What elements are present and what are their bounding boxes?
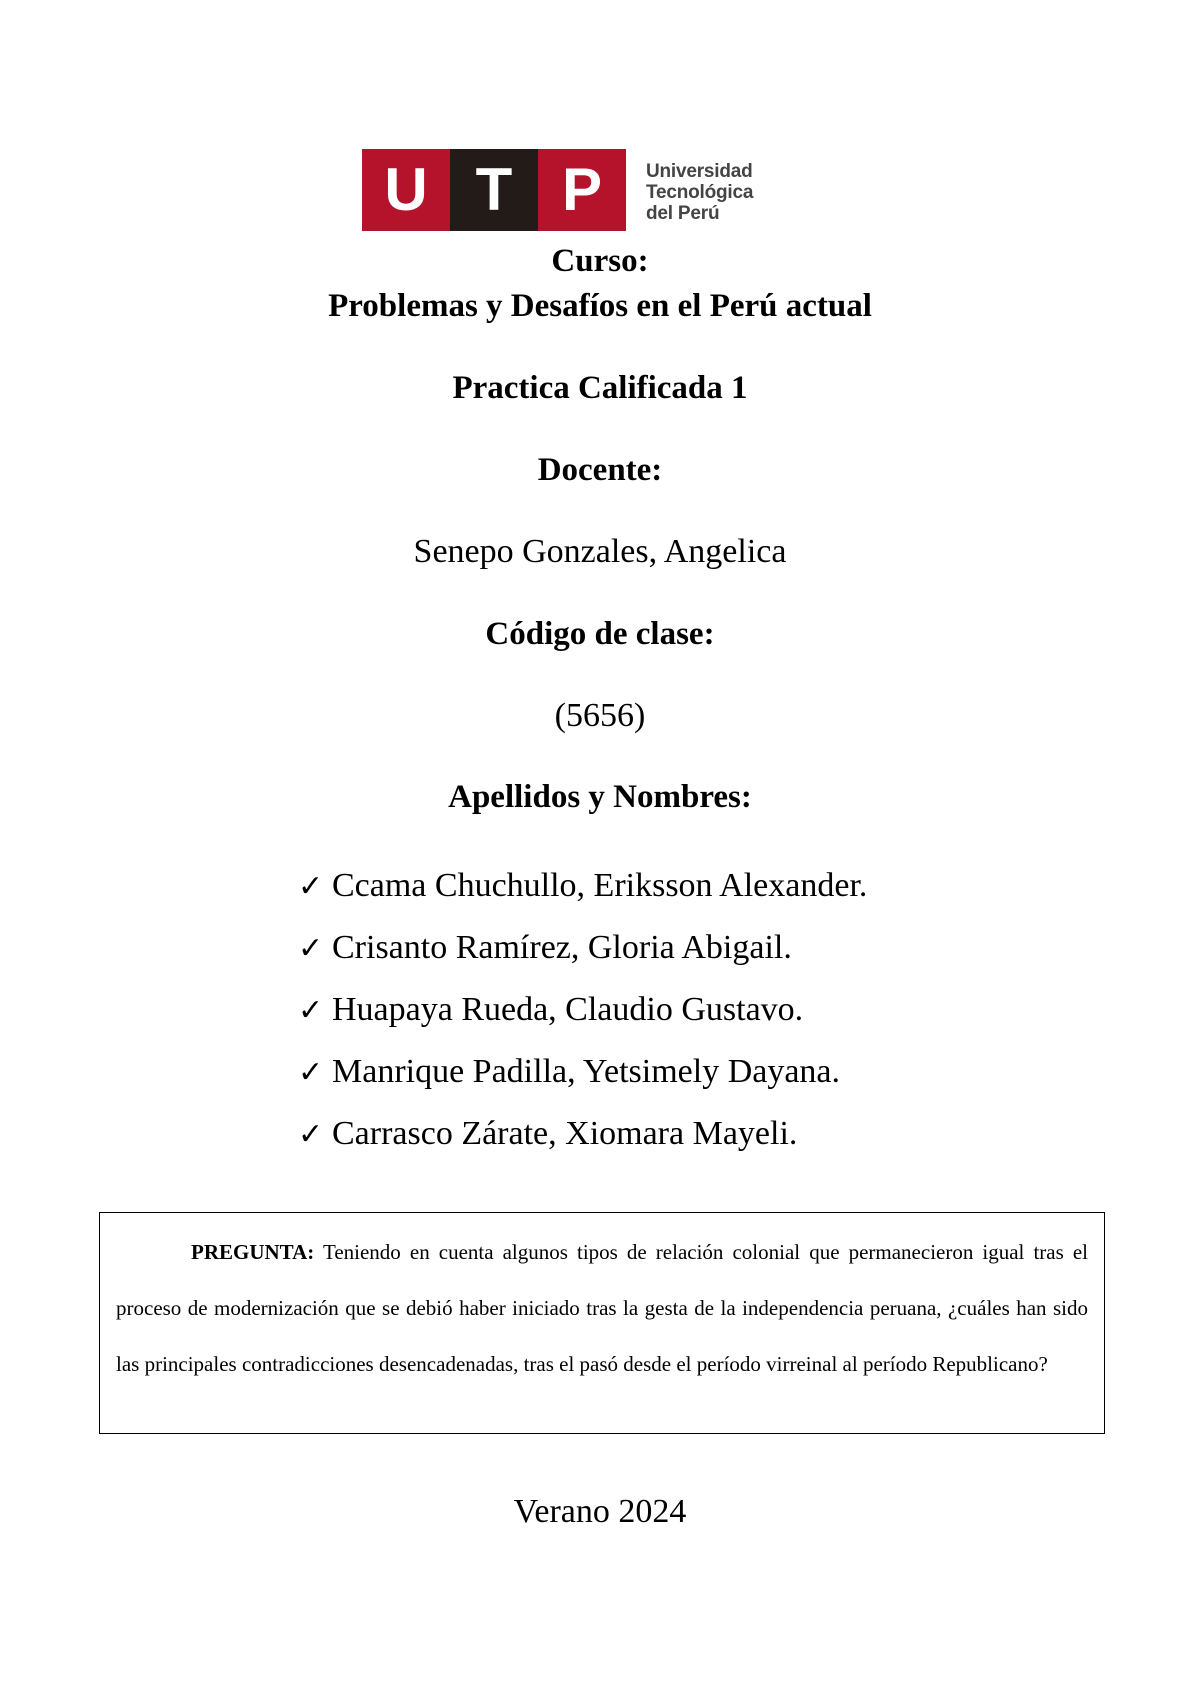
member-name: Crisanto Ramírez, Gloria Abigail. [332, 929, 792, 966]
member-name: Carrasco Zárate, Xiomara Mayeli. [332, 1115, 798, 1152]
utp-logo-mark [362, 149, 626, 231]
logo-word-2: Tecnológica [646, 182, 754, 203]
class-code: (5656) [554, 697, 646, 734]
logo-word-3: del Perú [646, 203, 720, 224]
members-label: Apellidos y Nombres: [448, 779, 752, 815]
check-icon: ✓ [298, 932, 324, 965]
question-box [99, 1212, 1105, 1434]
list-item [298, 979, 867, 1041]
logo-word-1: Universidad [646, 161, 753, 182]
utp-logo-wordmark [646, 149, 753, 231]
member-name: Ccama Chuchullo, Eriksson Alexander. [332, 867, 868, 904]
question-text: Teniendo en cuenta algunos tipos de relación colonial que permanecieron igual tras el proceso de modernización que se debió haber iniciado tras la gesta de la independencia peruana, ¿cuáles han sido las principales contradicciones desencadenadas, tras el pasó desde el período virreinal al período Republicano? [116, 1240, 1088, 1376]
course-label: Curso: [551, 243, 649, 279]
logo-letter-t: T [450, 149, 538, 231]
member-name: Manrique Padilla, Yetsimely Dayana. [332, 1053, 841, 1090]
teacher-label: Docente: [537, 452, 663, 488]
list-item [298, 1103, 867, 1165]
utp-logo [362, 149, 768, 231]
check-icon: ✓ [298, 1056, 324, 1089]
check-icon: ✓ [298, 994, 324, 1027]
check-icon: ✓ [298, 1118, 324, 1151]
check-icon: ✓ [298, 870, 324, 903]
list-item [298, 1041, 867, 1103]
course-name: Problemas y Desafíos en el Perú actual [328, 288, 872, 324]
footer-term: Verano 2024 [513, 1493, 687, 1530]
list-item [298, 917, 867, 979]
logo-letter-p: P [538, 149, 626, 231]
logo-letter-u: U [362, 149, 450, 231]
question-label: PREGUNTA: [191, 1240, 315, 1264]
teacher-name: Senepo Gonzales, Angelica [413, 533, 787, 570]
member-name: Huapaya Rueda, Claudio Gustavo. [332, 991, 804, 1028]
list-item [298, 855, 867, 917]
assignment-title: Practica Calificada 1 [452, 370, 748, 406]
class-code-label: Código de clase: [485, 616, 715, 652]
members-list [298, 855, 867, 1165]
